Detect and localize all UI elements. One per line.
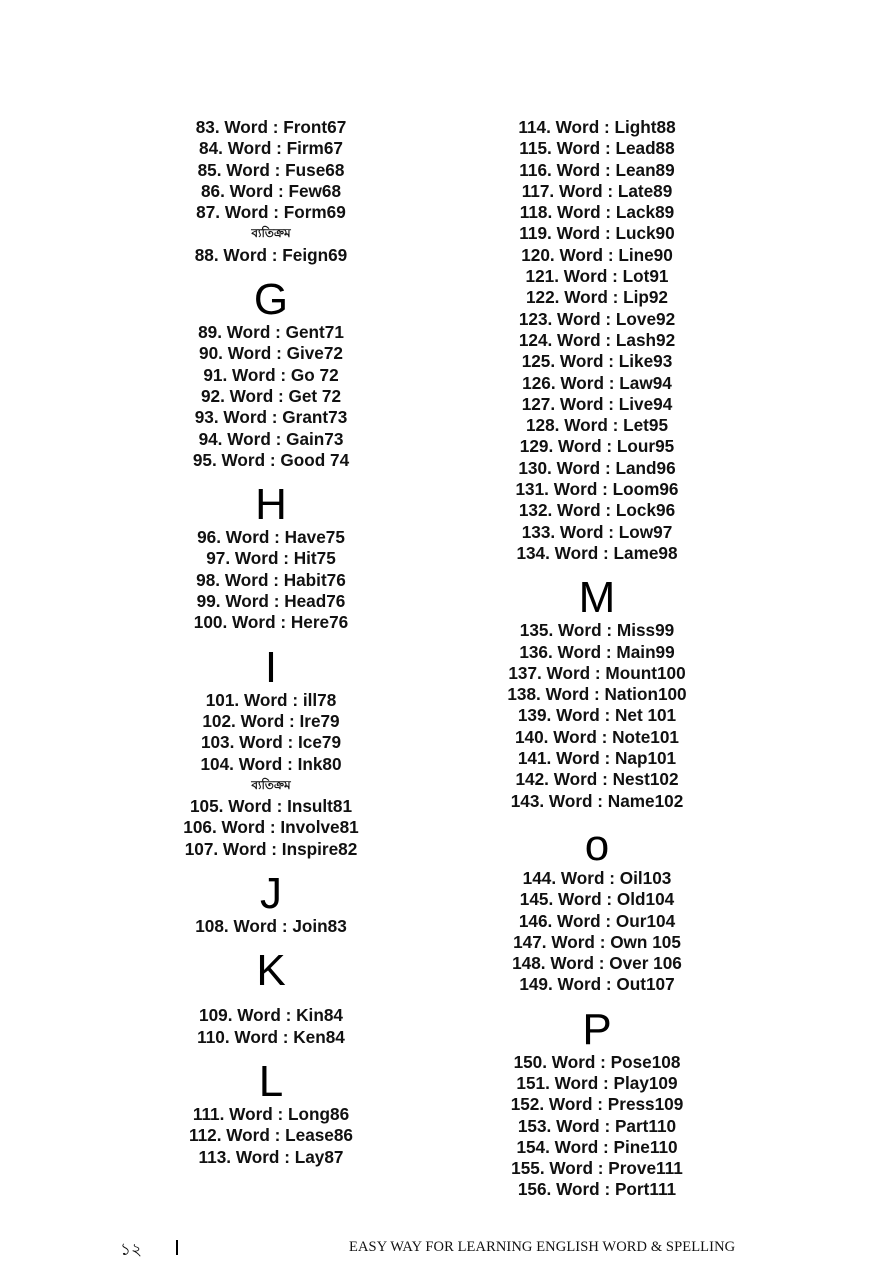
word-entry: 128. Word : Let95 [526, 415, 668, 436]
word-entry: 110. Word : Ken84 [197, 1026, 345, 1047]
word-entry: 145. Word : Old104 [519, 889, 675, 910]
word-list-i [120, 690, 422, 775]
word-entry: 91. Word : Go 72 [203, 364, 339, 385]
section-heading-p: P [582, 1004, 612, 1054]
exception-note: ব্যতিক্রম [251, 226, 291, 241]
word-entry: 147. Word : Own 105 [513, 931, 681, 952]
word-entry: 99. Word : Head76 [196, 591, 346, 612]
word-entry: 124. Word : Lash92 [518, 329, 676, 350]
word-entry: 156. Word : Port111 [517, 1179, 677, 1200]
word-entry: 112. Word : Lease86 [188, 1125, 353, 1146]
word-entry: 125. Word : Like93 [521, 351, 673, 372]
section-heading-l: L [258, 1056, 284, 1106]
word-entry: 120. Word : Line90 [521, 244, 673, 265]
word-entry: 127. Word : Live94 [521, 393, 673, 414]
word-entry: 100. Word : Here76 [193, 612, 349, 633]
word-entry: 137. Word : Mount100 [508, 662, 686, 683]
word-entry: 108. Word : Join83 [195, 916, 347, 937]
footer-separator [176, 1240, 178, 1255]
word-entry: 106. Word : Involve81 [183, 817, 359, 838]
word-entry: 93. Word : Grant73 [194, 407, 348, 428]
page-footer [0, 1237, 870, 1259]
word-entry: 149. Word : Out107 [519, 974, 675, 995]
section-heading-g: G [253, 275, 289, 325]
word-entry: 89. Word : Gent71 [198, 322, 344, 343]
word-entry: 83. Word : Front67 [195, 117, 347, 137]
page-number: ১২ [120, 1240, 143, 1260]
word-entry: 154. Word : Pine110 [516, 1136, 678, 1157]
word-list-p [446, 1052, 748, 1201]
word-entry: 107. Word : Inspire82 [184, 838, 358, 859]
word-list-k [120, 1005, 422, 1048]
word-entry: 115. Word : Lead88 [519, 138, 675, 159]
word-entry: 126. Word : Law94 [522, 372, 672, 393]
word-entry: 97. Word : Hit75 [206, 548, 336, 569]
word-entry: 88. Word : Feign69 [194, 244, 348, 265]
word-list-l [120, 1104, 422, 1168]
word-list-m [446, 620, 748, 812]
word-entry: 135. Word : Miss99 [519, 620, 675, 641]
word-entry: 144. Word : Oil103 [522, 867, 672, 888]
word-entry: 84. Word : Firm67 [199, 138, 343, 159]
word-list-g [120, 322, 422, 471]
word-entry: 143. Word : Name102 [510, 790, 684, 811]
word-entry: 94. Word : Gain73 [198, 428, 344, 449]
word-entry: 136. Word : Main99 [519, 641, 675, 662]
word-list-o [446, 868, 748, 996]
section-heading-h: H [255, 480, 287, 530]
section-heading-o: o [584, 820, 610, 870]
word-entry: 138. Word : Nation100 [507, 684, 687, 705]
word-entry: 85. Word : Fuse68 [197, 159, 345, 180]
right-word-column [446, 117, 748, 1201]
exception-note: ব্যতিক্রম [251, 777, 291, 792]
word-entry: 132. Word : Lock96 [518, 500, 676, 521]
word-entry: 118. Word : Lack89 [519, 202, 675, 223]
word-entry: 131. Word : Loom96 [515, 479, 679, 500]
section-heading-i: I [264, 642, 278, 692]
word-entry: 111. Word : Long86 [192, 1103, 350, 1124]
word-entry: 87. Word : Form69 [196, 202, 346, 223]
section-heading-j: J [260, 869, 282, 919]
word-entry: 92. Word : Get 72 [200, 385, 342, 406]
word-entry: 101. Word : ill78 [205, 689, 337, 710]
word-entry: 141. Word : Nap101 [517, 748, 677, 769]
word-list-j [120, 916, 422, 937]
word-entry: 117. Word : Late89 [521, 180, 673, 201]
word-entry: 86. Word : Few68 [200, 180, 342, 201]
word-list-l-cont [446, 117, 748, 564]
section-heading-k: K [256, 946, 286, 996]
word-list-i-extra [120, 796, 422, 860]
word-entry: 114. Word : Light88 [518, 117, 676, 137]
word-list-h [120, 527, 422, 633]
word-entry: 109. Word : Kin84 [199, 1005, 343, 1026]
section-heading-m: M [578, 573, 616, 623]
word-entry: 113. Word : Lay87 [198, 1146, 344, 1167]
word-entry: 152. Word : Press109 [510, 1094, 684, 1115]
left-word-column [120, 117, 422, 1168]
word-entry: 155. Word : Prove111 [511, 1158, 683, 1179]
running-title: EASY WAY FOR LEARNING ENGLISH WORD & SPELLING [349, 1239, 736, 1255]
word-entry: 153. Word : Part110 [517, 1115, 677, 1136]
word-entry: 151. Word : Play109 [516, 1072, 678, 1093]
word-entry: 119. Word : Luck90 [519, 223, 675, 244]
word-entry: 139. Word : Net 101 [517, 705, 677, 726]
word-entry: 146. Word : Our104 [518, 910, 676, 931]
word-entry: 95. Word : Good 74 [192, 449, 350, 470]
word-entry: 122. Word : Lip92 [526, 287, 668, 308]
word-entry: 104. Word : Ink80 [200, 753, 342, 774]
word-entry: 134. Word : Lame98 [516, 542, 678, 563]
word-entry: 142. Word : Nest102 [515, 769, 679, 790]
word-entry: 116. Word : Lean89 [519, 159, 675, 180]
word-entry: 130. Word : Land96 [518, 457, 676, 478]
word-entry: 96. Word : Have75 [197, 527, 345, 548]
word-entry: 121. Word : Lot91 [525, 266, 669, 287]
word-entry: 123. Word : Love92 [518, 308, 676, 329]
word-entry: 133. Word : Low97 [521, 521, 673, 542]
word-entry: 98. Word : Habit76 [196, 569, 346, 590]
word-entry: 129. Word : Lour95 [519, 436, 675, 457]
word-entry: 102. Word : Ire79 [202, 710, 340, 731]
word-entry: 105. Word : Insult81 [189, 796, 353, 817]
word-entry: 148. Word : Over 106 [512, 953, 682, 974]
word-entry: 90. Word : Give72 [199, 343, 343, 364]
word-entry: 103. Word : Ice79 [200, 732, 342, 753]
word-entry: 150. Word : Pose108 [513, 1051, 681, 1072]
word-entry: 140. Word : Note101 [515, 726, 679, 747]
word-list-f [120, 117, 422, 223]
